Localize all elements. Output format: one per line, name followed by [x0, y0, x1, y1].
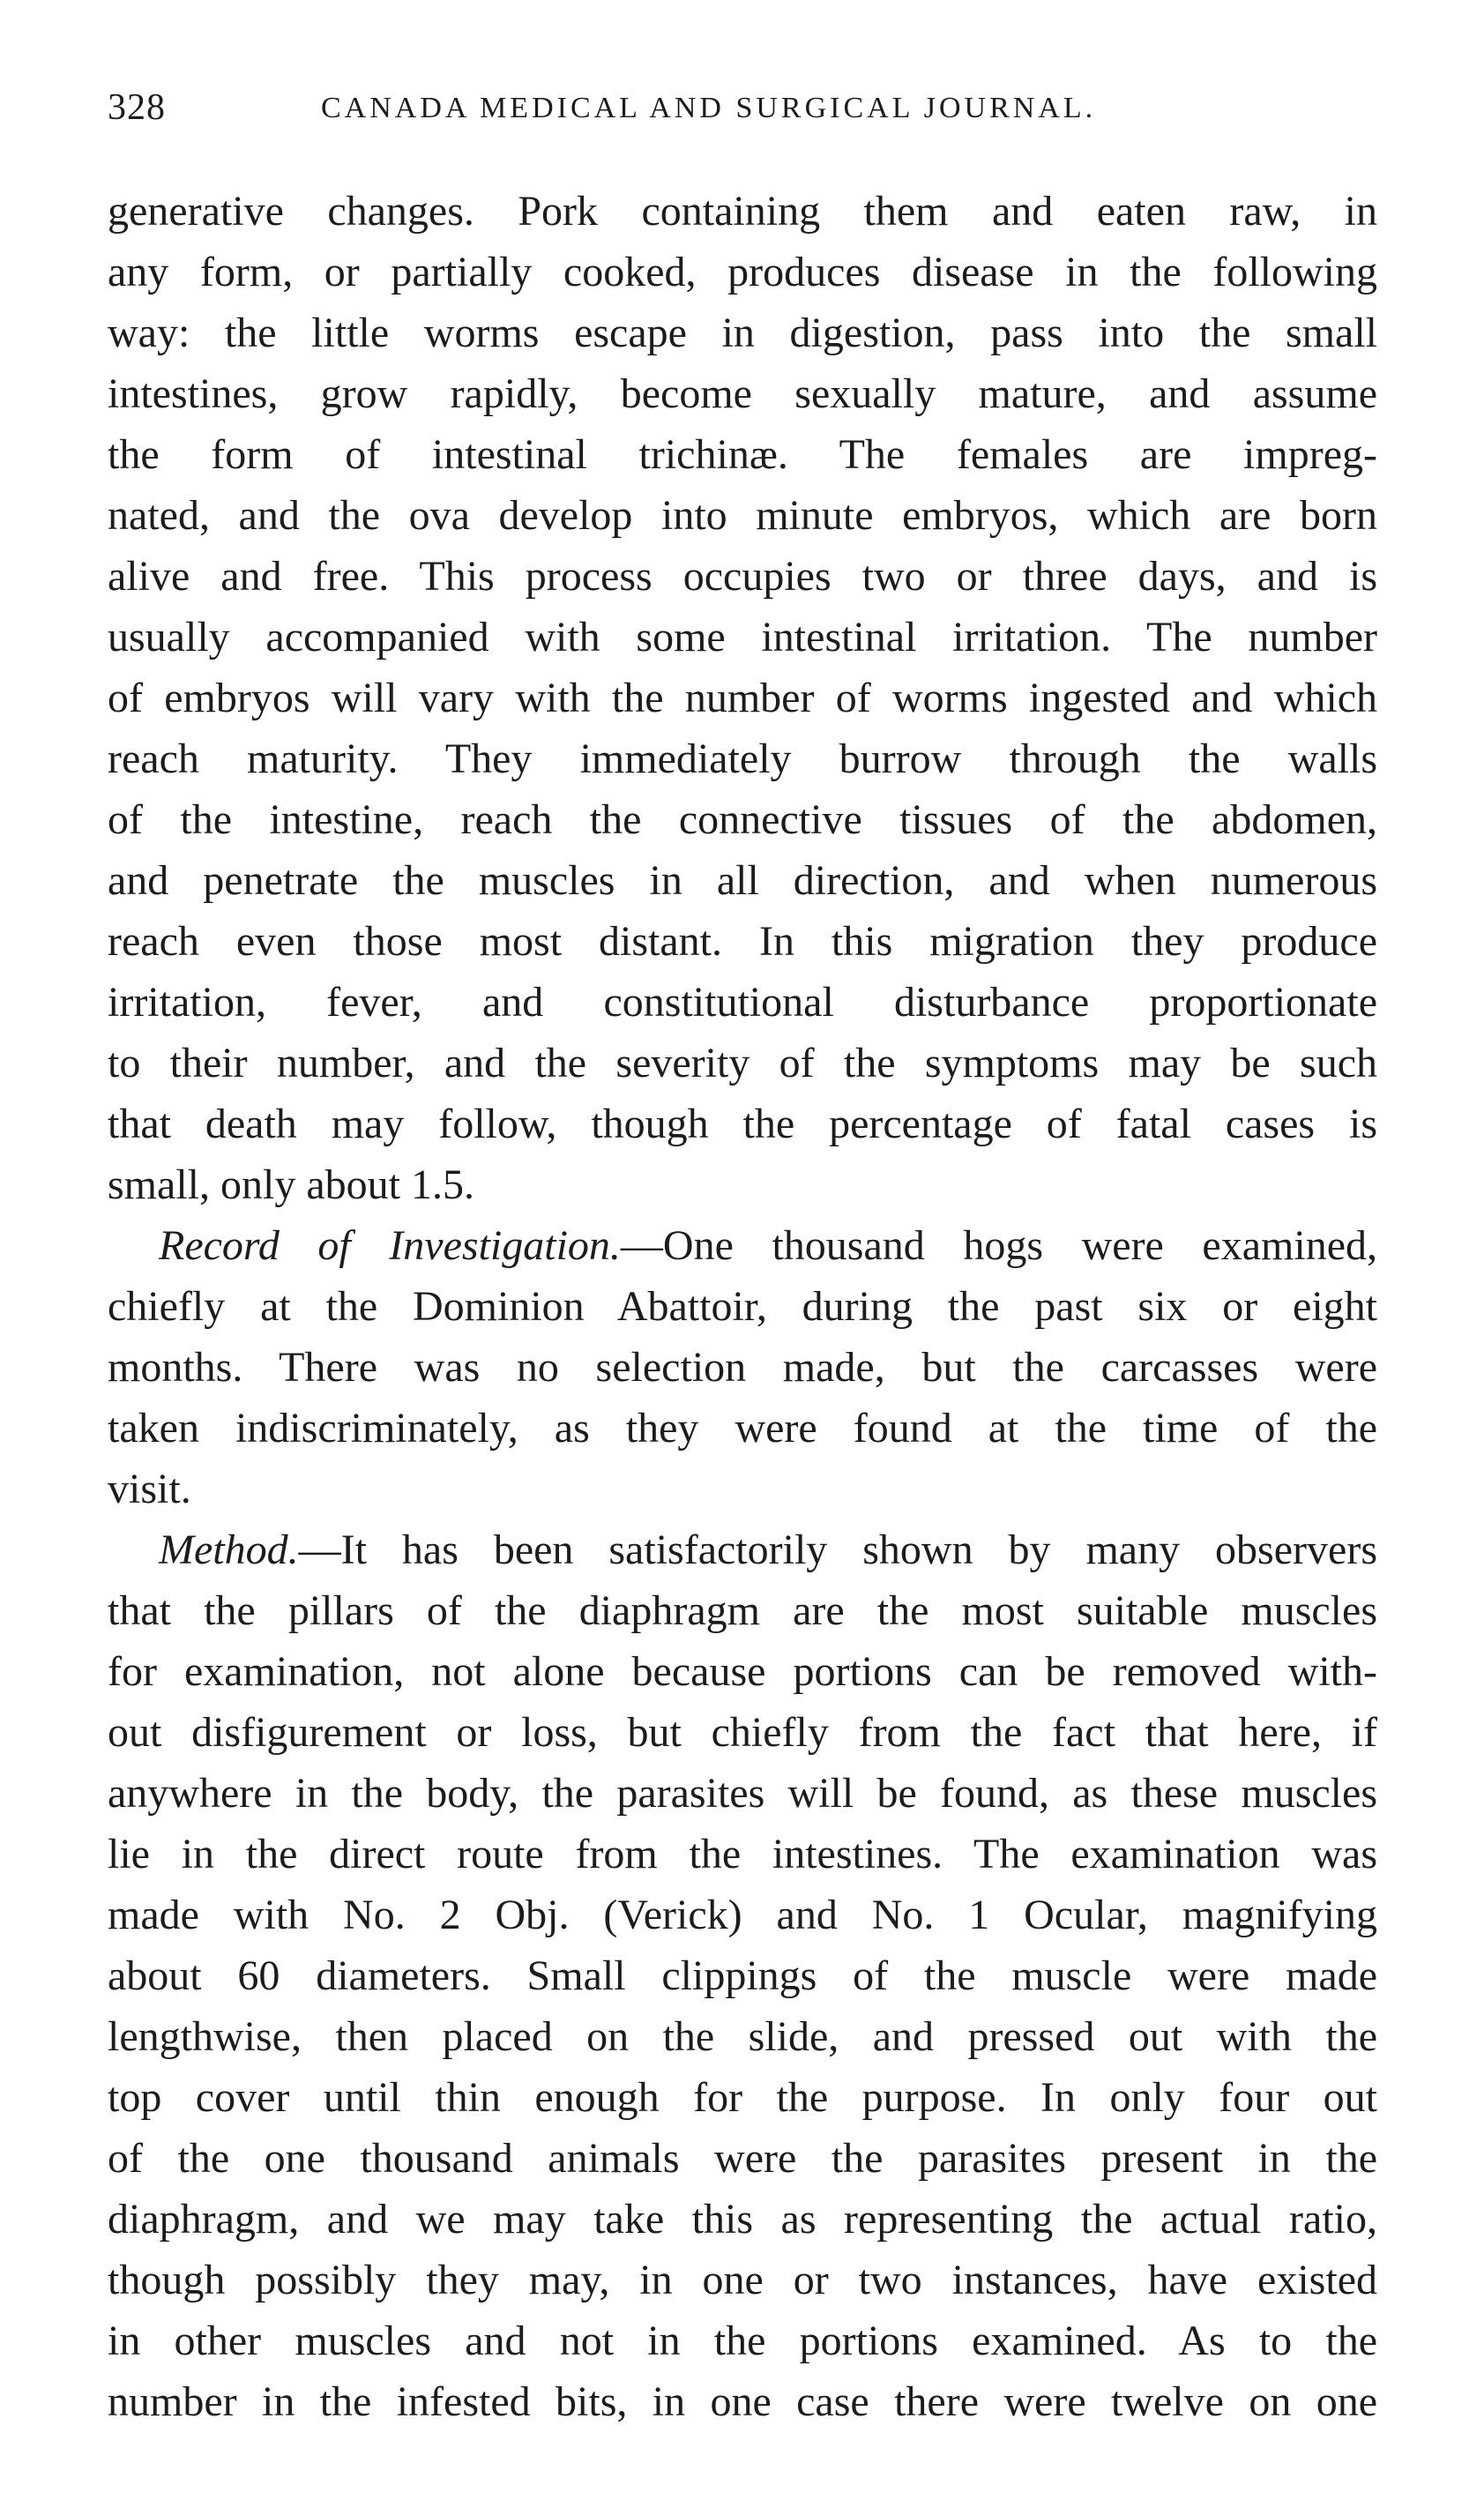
page-number: 328 — [108, 87, 166, 128]
text-line: irritation, fever, and constitutional disturbance proportionate — [108, 979, 1377, 1026]
text-line: number in the infested bits, in one case there were twelve on one — [108, 2378, 1377, 2425]
text-line: small, only about 1.5. — [108, 1161, 474, 1208]
paragraph-method — [108, 1519, 1377, 2432]
page-header — [108, 86, 1377, 139]
text-line: any form, or partially cooked, produces disease in the following — [108, 249, 1377, 295]
text-line: lie in the direct route from the intestines. The examination was — [108, 1831, 1377, 1877]
text-line: the form of intestinal trichinæ. The females are impreg- — [108, 431, 1377, 478]
text-line: and penetrate the muscles in all direction, and when numerous — [108, 857, 1377, 904]
paragraph-record-of-investigation — [108, 1215, 1377, 1519]
text-line: that death may follow, though the percentage of fatal cases is — [108, 1101, 1377, 1147]
text-line: months. There was no selection made, but the carcasses were — [108, 1344, 1377, 1391]
text-line: alive and free. This process occupies two or three days, and is — [108, 553, 1377, 600]
section-heading-method: Method. — [159, 1526, 299, 1573]
text-line: way: the little worms escape in digestion, pass into the small — [108, 310, 1377, 356]
section-heading-record: Record of Investigation. — [159, 1222, 621, 1269]
text-line: intestines, grow rapidly, become sexually mature, and assume — [108, 370, 1377, 417]
paragraph-opening-line — [108, 1215, 1377, 1276]
text-line: for examination, not alone because portions can be removed with- — [108, 1648, 1377, 1695]
text-line: of the one thousand animals were the parasites present in the — [108, 2135, 1377, 2182]
text-line: diaphragm, and we may take this as representing the actual ratio, — [108, 2196, 1377, 2243]
text-line: of embryos will vary with the number of worms ingested and which — [108, 675, 1377, 721]
text-run: —One thousand hogs were examined, — [620, 1222, 1378, 1269]
text-line: nated, and the ova develop into minute embryos, which are born — [108, 492, 1377, 539]
text-line: to their number, and the severity of the symptoms may be such — [108, 1040, 1377, 1086]
text-line: of the intestine, reach the connective tissues of the abdomen, — [108, 796, 1377, 843]
text-line: that the pillars of the diaphragm are the most suitable muscles — [108, 1587, 1377, 1634]
text-run: —It has been satisfactorily shown by many observers — [298, 1526, 1377, 1573]
paragraph-opening-line — [108, 1519, 1377, 1580]
text-line: generative changes. Pork containing them and eaten raw, in — [108, 188, 1377, 235]
text-line: in other muscles and not in the portions examined. As to the — [108, 2318, 1377, 2364]
text-line: made with No. 2 Obj. (Verick) and No. 1 Ocular, magnifying — [108, 1892, 1377, 1938]
text-line: about 60 diameters. Small clippings of the muscle were made — [108, 1952, 1377, 1999]
text-line: though possibly they may, in one or two instances, have existed — [108, 2257, 1377, 2303]
text-line: chiefly at the Dominion Abattoir, during the past six or eight — [108, 1283, 1377, 1330]
text-line: top cover until thin enough for the purpose. In only four out — [108, 2074, 1377, 2121]
text-line: usually accompanied with some intestinal irritation. The number — [108, 614, 1377, 661]
text-line: reach maturity. They immediately burrow through the walls — [108, 735, 1377, 782]
text-line: reach even those most distant. In this migration they produce — [108, 918, 1377, 965]
paragraph-trichina-lifecycle — [108, 181, 1377, 1215]
text-line: taken indiscriminately, as they were found at the time of the — [108, 1405, 1377, 1452]
article-body — [108, 181, 1377, 2432]
text-line: out disfigurement or loss, but chiefly from the fact that here, if — [108, 1709, 1377, 1756]
text-line: visit. — [108, 1466, 191, 1512]
text-line: anywhere in the body, the parasites will be found, as these muscles — [108, 1770, 1377, 1817]
text-line: lengthwise, then placed on the slide, and pressed out with the — [108, 2013, 1377, 2060]
running-head: CANADA MEDICAL AND SURGICAL JOURNAL. — [321, 92, 1097, 124]
